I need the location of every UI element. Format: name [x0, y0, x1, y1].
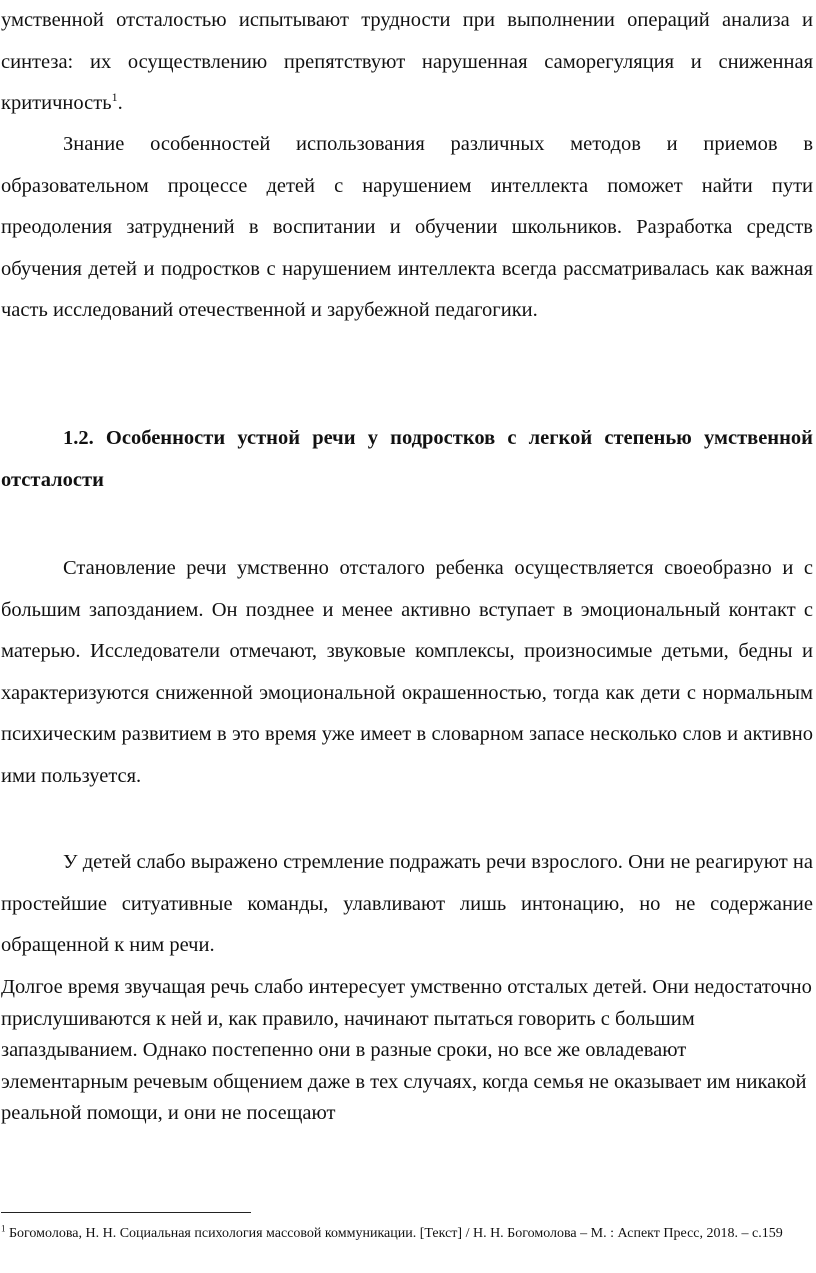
- paragraph-listening: Долгое время звучащая речь слабо интересует умственно отсталых детей. Они недостаточно прислушиваются к ней и, как правило, начинают пытаться говорить с большим запаздыванием. Однако постепенно они в разные сроки, но все же овладевают элементарным речевым общением даже в тех случаях, когда семья не оказывает им никакой реальной помощи, и они не посещают: [1, 976, 812, 1124]
- paragraph-tail: .: [117, 92, 123, 114]
- paragraph-text: умственной отсталостью испытывают трудности при выполнении операций анализа и синтеза: их осуществлению препятствуют нарушенная саморегуляция и сниженная критичность: [1, 9, 813, 114]
- paragraph-speech-development: Становление речи умственно отсталого ребенка осуществляется своеобразно и с большим запозданием. Он позднее и менее активно вступает в эмоциональный контакт с матерью. Исследователи отмечают, звуковые комплексы, произносимые детьми, бедны и характеризуются сниженной эмоциональной окрашенностью, тогда как дети с нормальным психическим развитием в это время уже имеет в словарном запасе несколько слов и активно ими пользуется.: [1, 557, 813, 787]
- footnote-mark: 1: [1, 1223, 6, 1234]
- paragraph-continued: [1, 0, 813, 125]
- footnote-separator: [1, 1212, 251, 1213]
- footnote: [1, 1223, 813, 1244]
- footnote-text: Богомолова, Н. Н. Социальная психология массовой коммуникации. [Текст] / Н. Н. Богомолова – М. : Аспект Пресс, 2018. – с.159: [9, 1226, 783, 1241]
- section-heading: 1.2. Особенности устной речи у подростков с легкой степенью умственной отсталости: [1, 427, 813, 491]
- paragraph-imitation: У детей слабо выражено стремление подражать речи взрослого. Они не реагируют на простейшие ситуативные команды, улавливают лишь интонацию, но не содержание обращенной к ним речи.: [1, 851, 813, 956]
- paragraph-methods: Знание особенностей использования различных методов и приемов в образовательном процессе детей с нарушением интеллекта поможет найти пути преодоления затруднений в воспитании и обучении школьников. Разработка средств обучения детей и подростков с нарушением интеллекта всегда рассматривалась как важная часть исследований отечественной и зарубежной педагогики.: [1, 133, 813, 321]
- footnote-reference: 1: [111, 90, 118, 105]
